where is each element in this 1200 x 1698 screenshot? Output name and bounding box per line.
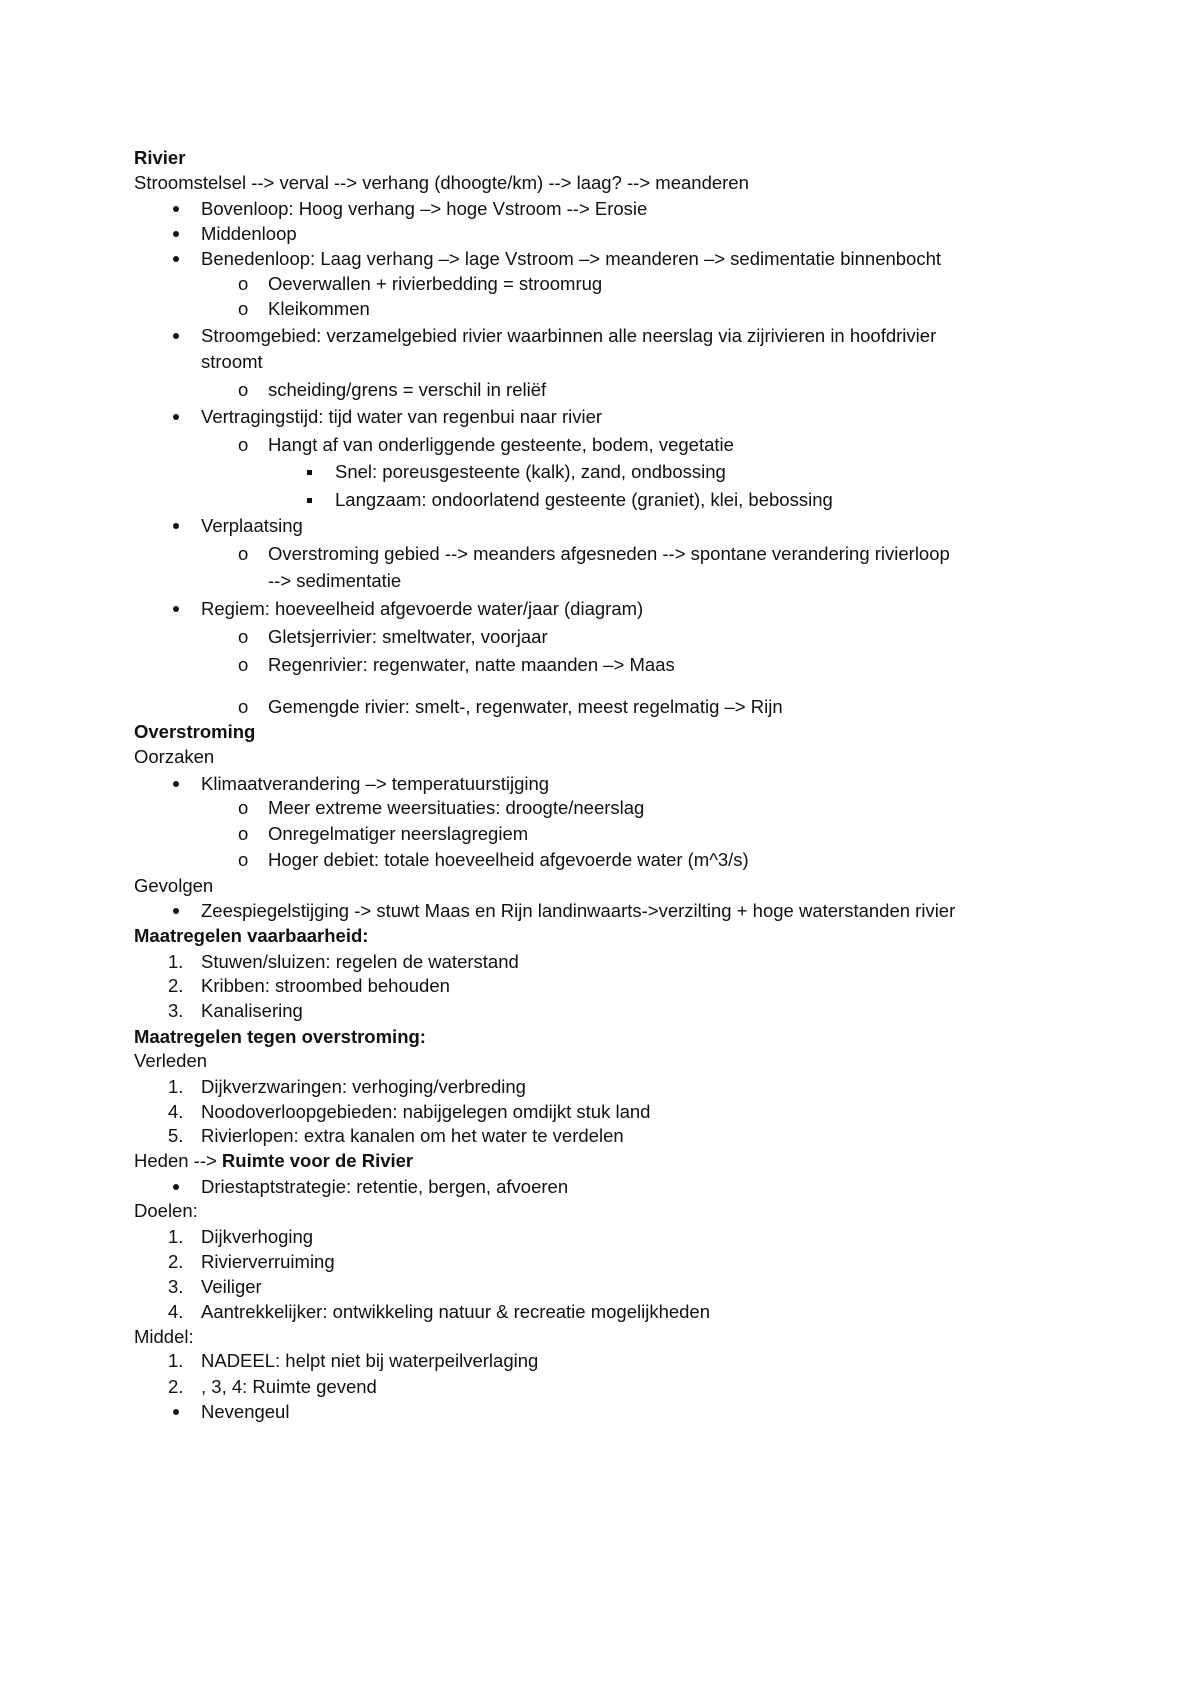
numbered-item: , 3, 4: Ruimte gevend [201,1376,377,1397]
list-number: 3. [168,1276,184,1297]
list-number: 4. [168,1301,184,1322]
list-number: 4. [168,1101,184,1122]
bullet-circle-icon: o [238,823,249,844]
list-item: Zeespiegelstijging -> stuwt Maas en Rijn landinwaarts->verzilting + hoge waterstanden rivier [201,900,956,921]
section-heading [134,147,185,169]
bullet-circle-icon: o [238,273,249,294]
bullet-dot-icon [173,523,179,529]
text-line [134,1050,207,1072]
list-item-continuation: --> sedimentatie [268,570,402,591]
bullet-circle-icon: o [238,543,249,564]
bullet-dot-icon [173,1409,179,1415]
list-item: Bovenloop: Hoog verhang –> hoge Vstroom --> Erosie [201,198,648,219]
list-item: Hoger debiet: totale hoeveelheid afgevoerde water (m^3/s) [268,849,749,870]
bullet-dot-icon [173,414,179,420]
bullet-circle-icon: o [238,626,249,647]
line-text: Middel: [134,1326,194,1347]
bullet-square-icon [307,498,312,503]
list-item: Regenrivier: regenwater, natte maanden –> Maas [268,654,675,675]
line-text: Heden --> [134,1150,222,1171]
numbered-item: Aantrekkelijker: ontwikkeling natuur & recreatie mogelijkheden [201,1301,711,1322]
text-line [134,1200,198,1222]
list-number: 1. [168,1350,184,1371]
numbered-item: Kanalisering [201,1000,303,1021]
list-item: scheiding/grens = verschil in reliëf [268,379,547,400]
numbered-item: Stuwen/sluizen: regelen de waterstand [201,951,519,972]
bullet-dot-icon [173,206,179,212]
list-item: Regiem: hoeveelheid afgevoerde water/jaar (diagram) [201,598,644,619]
bullet-circle-icon: o [238,797,249,818]
bullet-dot-icon [173,256,179,262]
numbered-item: NADEEL: helpt niet bij waterpeilverlaging [201,1350,539,1371]
list-item: Meer extreme weersituaties: droogte/neerslag [268,797,645,818]
list-item: Langzaam: ondoorlatend gesteente (graniet), klei, bebossing [335,489,833,510]
line-text: Maatregelen vaarbaarheid: [134,925,369,946]
list-item: Driestaptstrategie: retentie, bergen, afvoeren [201,1176,569,1197]
bullet-dot-icon [173,908,179,914]
list-number: 1. [168,1076,184,1097]
list-item: Nevengeul [201,1401,290,1422]
list-number: 2. [168,1251,184,1272]
text-line [134,1326,194,1348]
bullet-dot-icon [173,1184,179,1190]
bullet-circle-icon: o [238,434,249,455]
list-number: 1. [168,951,184,972]
list-item: Snel: poreusgesteente (kalk), zand, ondbossing [335,461,726,482]
line-bold-text: Ruimte voor de Rivier [221,1150,414,1171]
line-text: Gevolgen [134,875,214,896]
section-heading [134,721,255,743]
list-number: 5. [168,1125,184,1146]
list-item: Hangt af van onderliggende gesteente, bodem, vegetatie [268,434,734,455]
text-line [134,1150,413,1172]
list-item: Klimaatverandering –> temperatuurstijging [201,773,550,794]
bullet-dot-icon [173,606,179,612]
list-item-continuation: stroomt [201,351,263,372]
line-text: Overstroming [134,721,256,742]
list-item: Stroomgebied: verzamelgebied rivier waarbinnen alle neerslag via zijrivieren in hoofdrivier [201,325,937,346]
bullet-circle-icon: o [238,298,249,319]
numbered-item: Dijkverhoging [201,1226,314,1247]
text-line [134,746,214,768]
section-heading [134,1026,426,1048]
bullet-circle-icon: o [238,849,249,870]
bullet-square-icon [307,470,312,475]
list-number: 1. [168,1226,184,1247]
bullet-circle-icon: o [238,379,249,400]
list-item: Overstroming gebied --> meanders afgesneden --> spontane verandering rivierloop [268,543,950,564]
section-heading [134,925,368,947]
list-item: Verplaatsing [201,515,303,536]
numbered-item: Rivierlopen: extra kanalen om het water te verdelen [201,1125,624,1146]
line-text: Rivier [134,147,186,168]
bullet-dot-icon [173,333,179,339]
numbered-item: Dijkverzwaringen: verhoging/verbreding [201,1076,526,1097]
bullet-dot-icon [173,781,179,787]
list-number: 3. [168,1000,184,1021]
numbered-item: Kribben: stroombed behouden [201,975,450,996]
bullet-circle-icon: o [238,654,249,675]
numbered-item: Noodoverloopgebieden: nabijgelegen omdijkt stuk land [201,1101,651,1122]
text-line [134,172,749,194]
line-text: Maatregelen tegen overstroming: [134,1026,426,1047]
list-number: 2. [168,975,184,996]
list-item: Kleikommen [268,298,370,319]
list-item: Oeverwallen + rivierbedding = stroomrug [268,273,603,294]
line-text: Doelen: [134,1200,198,1221]
list-item: Middenloop [201,223,297,244]
text-line [134,875,213,897]
list-item: Benedenloop: Laag verhang –> lage Vstroom –> meanderen –> sedimentatie binnenbocht [201,248,942,269]
bullet-circle-icon: o [238,696,249,717]
numbered-item: Rivierverruiming [201,1251,335,1272]
list-item: Gemengde rivier: smelt-, regenwater, meest regelmatig –> Rijn [268,696,783,717]
numbered-item: Veiliger [201,1276,262,1297]
bullet-dot-icon [173,231,179,237]
list-item: Vertragingstijd: tijd water van regenbui naar rivier [201,406,603,427]
line-text: Oorzaken [134,746,215,767]
line-text: Verleden [134,1050,208,1071]
list-item: Onregelmatiger neerslagregiem [268,823,529,844]
line-text: Stroomstelsel --> verval --> verhang (dhoogte/km) --> laag? --> meanderen [134,172,749,193]
list-item: Gletsjerrivier: smeltwater, voorjaar [268,626,548,647]
list-number: 2. [168,1376,184,1397]
